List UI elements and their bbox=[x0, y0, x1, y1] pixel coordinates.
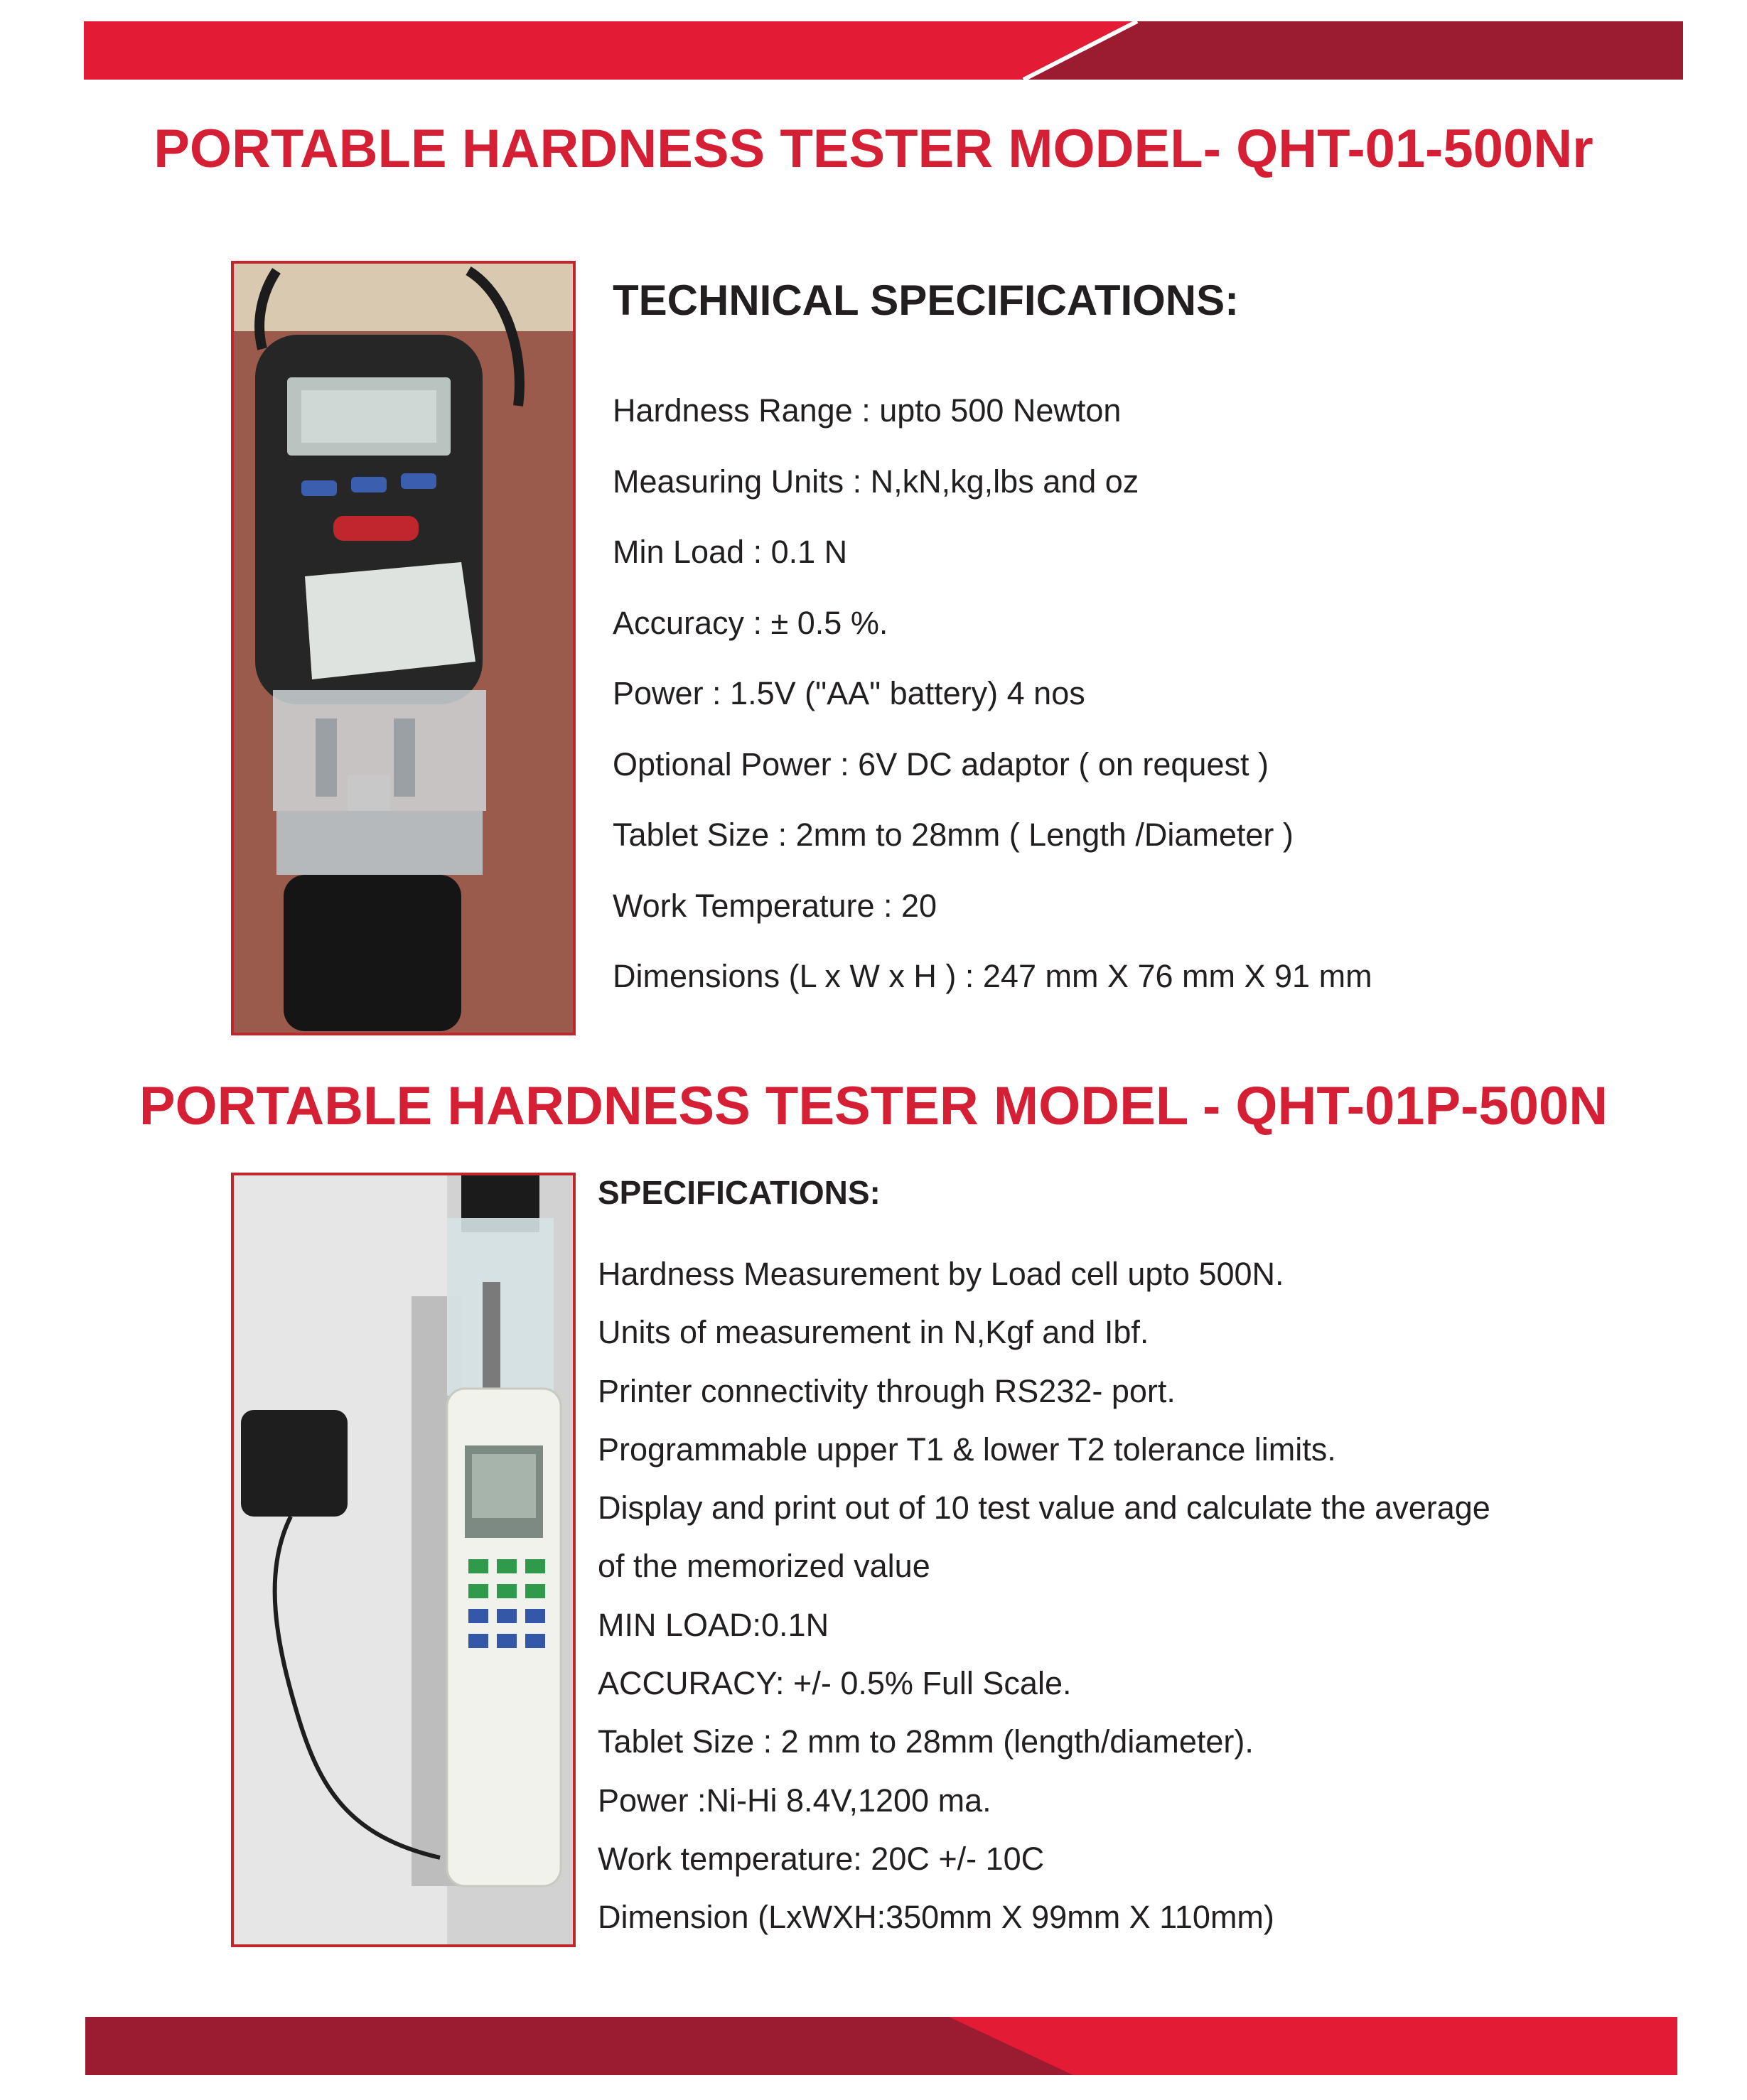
spec-item: Tablet Size : 2 mm to 28mm (length/diameter). bbox=[598, 1723, 1254, 1760]
spec-item: Hardness Measurement by Load cell upto 500N. bbox=[598, 1256, 1284, 1292]
spec-item: Accuracy : ± 0.5 %. bbox=[613, 604, 888, 641]
spec-item: Work temperature: 20C +/- 10C bbox=[598, 1840, 1045, 1877]
spec-item: of the memorized value bbox=[598, 1548, 930, 1585]
spec-item: Work Temperature : 20 bbox=[613, 887, 937, 924]
spec-item: Dimension (LxWXH:350mm X 99mm X 110mm) bbox=[598, 1899, 1274, 1936]
spec-item: Printer connectivity through RS232- port. bbox=[598, 1372, 1176, 1409]
spec-item: Measuring Units : N,kN,kg,lbs and oz bbox=[613, 463, 1139, 500]
top-banner bbox=[0, 21, 1747, 80]
product1-spec-list bbox=[613, 375, 1372, 1012]
spec-item: Units of measurement in N,Kgf and Ibf. bbox=[598, 1314, 1149, 1351]
spec-item: Hardness Range : upto 500 Newton bbox=[613, 392, 1122, 429]
spec-item: Power :Ni-Hi 8.4V,1200 ma. bbox=[598, 1782, 991, 1819]
spec-item: Programmable upper T1 & lower T2 tolerance limits. bbox=[598, 1431, 1336, 1468]
spec-item: Display and print out of 10 test value and calculate the average bbox=[598, 1490, 1490, 1526]
product2-photo bbox=[231, 1173, 576, 1947]
spec-item: Power : 1.5V ("AA" battery) 4 nos bbox=[613, 675, 1085, 711]
spec-item: Min Load : 0.1 N bbox=[613, 534, 848, 570]
product2-heading: SPECIFICATIONS: bbox=[598, 1174, 881, 1211]
spec-item: MIN LOAD:0.1N bbox=[598, 1606, 829, 1643]
product1-title: PORTABLE HARDNESS TESTER MODEL- QHT-01-500Nr bbox=[154, 119, 1593, 179]
spec-item: Tablet Size : 2mm to 28mm ( Length /Diameter ) bbox=[613, 817, 1294, 853]
product1-photo bbox=[231, 261, 576, 1035]
product2-title: PORTABLE HARDNESS TESTER MODEL - QHT-01P-500N bbox=[139, 1076, 1608, 1136]
product1-heading: TECHNICAL SPECIFICATIONS: bbox=[613, 276, 1240, 324]
spec-item: Dimensions (L x W x H ) : 247 mm X 76 mm X 91 mm bbox=[613, 958, 1372, 994]
spec-item: Optional Power : 6V DC adaptor ( on request ) bbox=[613, 745, 1269, 782]
bottom-banner bbox=[0, 2017, 1747, 2075]
spec-item: ACCURACY: +/- 0.5% Full Scale. bbox=[598, 1665, 1072, 1702]
product2-spec-list bbox=[598, 1245, 1490, 1947]
